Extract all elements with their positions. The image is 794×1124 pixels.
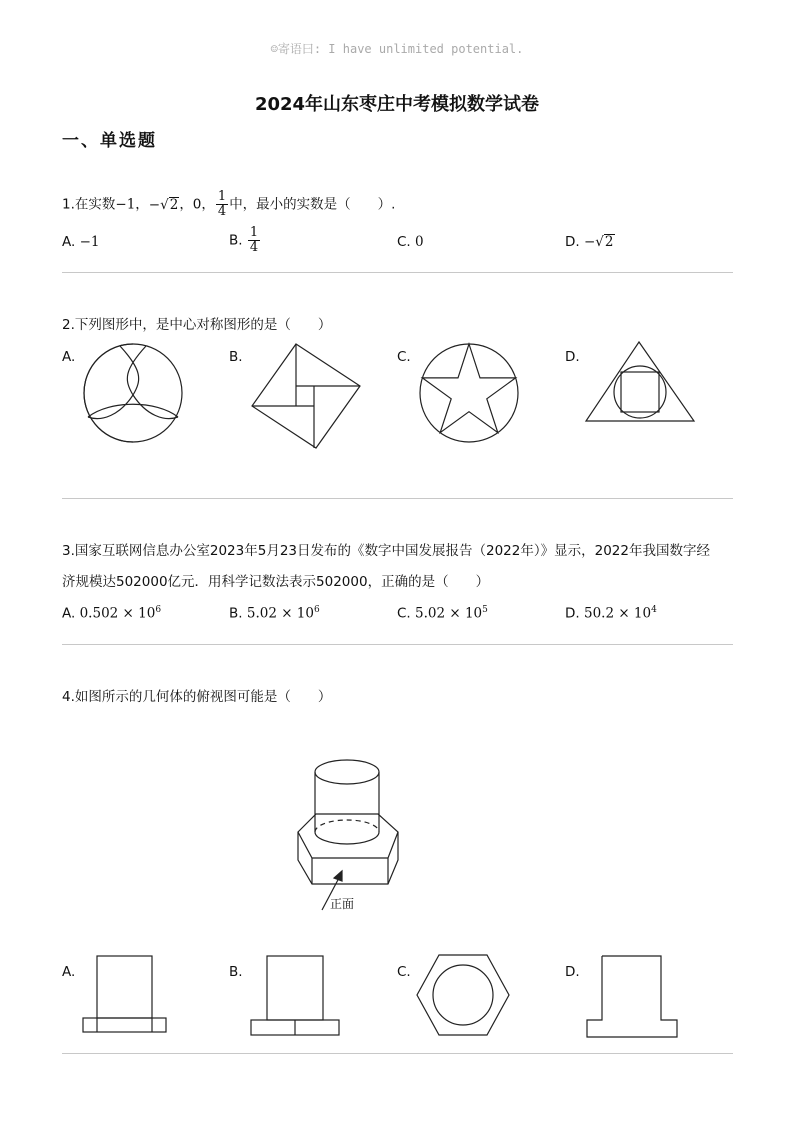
q2-option-a-label[interactable]: A.	[62, 349, 76, 365]
q2-figure-d-triangle-circle-square[interactable]	[584, 340, 698, 424]
q4-solid-figure	[290, 750, 410, 915]
q4-figure-a[interactable]	[80, 953, 170, 1035]
divider	[62, 644, 733, 645]
q2-figure-c-star-in-circle[interactable]	[418, 342, 522, 446]
front-view-label: 正面	[330, 897, 355, 911]
q4-option-c-label[interactable]: C.	[397, 964, 411, 980]
question-3-line-1: 3.国家互联网信息办公室2023年5月23日发布的《数字中国发展报告（2022年）》显示，2022年我国数字经	[62, 543, 710, 559]
star-shape	[422, 344, 515, 433]
q3-option-a[interactable]: A. $0.502 \times 10^6$	[62, 605, 162, 622]
q1-value-a: −1	[115, 196, 136, 213]
question-1	[62, 190, 395, 219]
divider	[62, 272, 733, 273]
sqrt-symbol: √	[160, 196, 169, 213]
q1-suffix: 中，最小的实数是（ ）.	[229, 196, 396, 213]
question-2: 2.下列图形中，是中心对称图形的是（ ）	[62, 317, 332, 333]
q3-option-b[interactable]: B. $5.02 \times 10^6$	[229, 605, 320, 622]
divider	[62, 1053, 733, 1054]
section-title: 一、单选题	[62, 131, 157, 151]
question-4: 4.如图所示的几何体的俯视图可能是（ ）	[62, 689, 332, 705]
q1-option-a[interactable]: A. −1	[62, 234, 100, 250]
q2-option-d-label[interactable]: D.	[565, 349, 580, 365]
q1-separator: ，0，	[179, 196, 215, 213]
q2-figure-a-circle-trefoil[interactable]	[80, 340, 186, 446]
q3-option-c[interactable]: C. $5.02 \times 10^5$	[397, 605, 488, 622]
q1-option-d[interactable]: D. −√2	[565, 234, 614, 250]
q4-figure-d[interactable]	[584, 953, 680, 1039]
q2-option-c-label[interactable]: C.	[397, 349, 411, 365]
q4-figure-c[interactable]	[415, 952, 511, 1038]
q2-option-b-label[interactable]: B.	[229, 349, 243, 365]
page-title: 2024年山东枣庄中考模拟数学试卷	[254, 94, 540, 115]
q1-option-c[interactable]: C. 0	[397, 234, 424, 250]
q1-value-b: −√2	[148, 196, 179, 213]
q1-prefix: 1.在实数	[62, 196, 116, 213]
q1-option-b[interactable]: B. $\frac{1}{4}$	[229, 225, 259, 255]
q4-option-d-label[interactable]: D.	[565, 964, 580, 980]
divider	[62, 498, 733, 499]
header-motto: ☺寄语曰: I have unlimited potential.	[270, 42, 524, 56]
q4-option-b-label[interactable]: B.	[229, 964, 243, 980]
q1-separator: ，	[135, 196, 149, 213]
q4-figure-b[interactable]	[248, 953, 342, 1037]
q2-figure-b-square-pinwheel[interactable]	[248, 340, 364, 452]
q1-fraction: $\frac{1}{4}$	[217, 189, 227, 219]
q4-option-a-label[interactable]: A.	[62, 964, 76, 980]
question-3-line-2: 济规模达502000亿元．用科学记数法表示502000，正确的是（ ）	[62, 574, 490, 590]
q3-option-d[interactable]: D. $50.2 \times 10^4$	[565, 605, 657, 622]
